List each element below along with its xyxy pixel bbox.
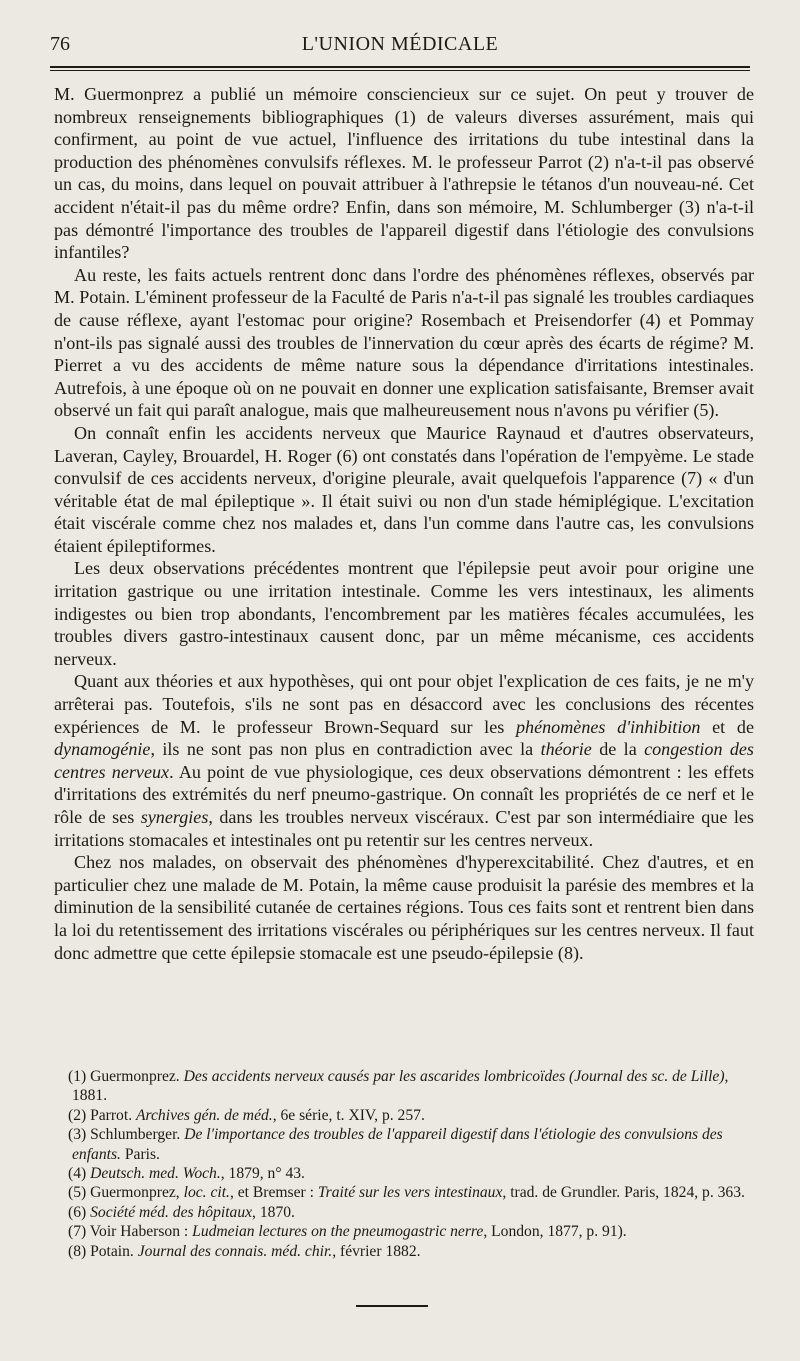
body-paragraph: Au reste, les faits actuels rentrent donc dans l'ordre des phénomènes réflexes, observés par M. Potain. L'éminent professeur de la Faculté de Paris n'a-t-il pas signalé les troubles cardiaques de cause réflexe, ayant l'estomac pour origine? Rosembach et Preisendorfer (4) et Pommay n'ont-ils pas signalé aussi des troubles de l'innervation du cœur après des écarts de régime? M. Pierret a vu des accidents de même nature sous la dépendance d'irritations intestinales. Autrefois, à une époque où on ne pouvait en donner une explication satisfaisante, Bremser avait observé un fait qui paraît analogue, mais que malheureusement nous n'avons pu vérifier (5).	[54, 264, 754, 421]
italic-text: Ludmeian lectures on the pneumogastric nerre	[192, 1223, 484, 1241]
footnote: (8) Potain. Journal des connais. méd. chir., février 1882.	[68, 1242, 421, 1260]
journal-title: L'UNION MÉDICALE	[301, 33, 499, 55]
footnotes	[54, 1067, 754, 1261]
italic-text: Traité sur les vers intestinaux	[317, 1184, 503, 1202]
page-number: 76	[50, 33, 70, 55]
page-header	[50, 33, 750, 59]
italic-text: synergies	[140, 807, 209, 827]
footnote: (2) Parrot. Archives gén. de méd., 6e série, t. XIV, p. 257.	[68, 1106, 425, 1124]
footnote: (3) Schlumberger. De l'importance des troubles de l'appareil digestif dans l'étiologie des convulsions des enfants. Paris.	[68, 1126, 723, 1163]
italic-text: dynamogénie	[54, 739, 151, 760]
italic-text: Société méd. des hôpitaux	[90, 1203, 253, 1221]
end-rule	[356, 1305, 428, 1307]
italic-text: Archives gén. de méd.	[136, 1106, 273, 1124]
italic-text: congestion des centres nerveux	[54, 739, 754, 782]
italic-text: théorie	[540, 739, 592, 760]
footnote: (4) Deutsch. med. Woch., 1879, n° 43.	[68, 1165, 305, 1183]
footnote: (1) Guermonprez. Des accidents nerveux causés par les ascarides lombricoïdes (Journal des sc. de Lille), 1881.	[68, 1068, 729, 1105]
body-paragraph: M. Guermonprez a publié un mémoire consciencieux sur ce sujet. On peut y trouver de nombreux renseignements bibliographiques (1) de valeurs diverses assurément, mais qui confirment, au point de vue actuel, l'influence des irritations du tube intestinal dans la production des phénomènes convulsifs réflexes. M. le professeur Parrot (2) n'a-t-il pas observé un cas, du moins, dans lequel on pouvait attribuer à l'athrepsie le tétanos d'un nouveau-né. Cet accident n'était-il pas du même ordre? Enfin, dans son mémoire, M. Schlumberger (3) n'a-t-il pas démontré l'importance des troubles de l'appareil digestif dans l'étiologie des convulsions infantiles?	[54, 84, 754, 263]
footnote: (6) Société méd. des hôpitaux, 1870.	[68, 1203, 295, 1221]
body-paragraph: On connaît enfin les accidents nerveux que Maurice Raynaud et d'autres observateurs, Laveran, Cayley, Brouardel, H. Roger (6) ont constatés dans l'opération de l'empyème. Le stade convulsif de ces accidents nerveux, d'origine pleurale, avait quelquefois l'apparence (7) « d'un véritable état de mal épileptique ». Il était suivi ou non d'un stade hémiplégique. L'excitation était viscérale comme chez nos malades et, dans l'un comme dans l'autre cas, les convulsions étaient épileptiformes.	[54, 422, 754, 556]
article-body	[54, 83, 754, 964]
italic-text: De l'importance des troubles de l'appareil digestif dans l'étiologie des convulsions des enfants.	[72, 1126, 723, 1163]
italic-text: Journal des connais. méd. chir.	[137, 1242, 333, 1260]
italic-text: Deutsch. med. Woch.	[90, 1165, 221, 1183]
header-rule-thin	[50, 70, 750, 71]
footnote: (5) Guermonprez, loc. cit., et Bremser : Traité sur les vers intestinaux, trad. de Grundler. Paris, 1824, p. 363.	[68, 1184, 745, 1202]
italic-text: loc. cit.	[183, 1184, 230, 1202]
footnote: (7) Voir Haberson : Ludmeian lectures on the pneumogastric nerre, London, 1877, p. 91).	[68, 1223, 627, 1241]
body-paragraph: Les deux observations précédentes montrent que l'épilepsie peut avoir pour origine une irritation gastrique ou une irritation intestinale. Comme les vers intestinaux, les aliments indigestes ou bien trop abondants, l'encombrement par les matières fécales accumulées, les troubles divers gastro-intestinaux causent donc, par un même mécanisme, ces accidents nerveux.	[54, 558, 754, 669]
italic-text: Des accidents nerveux causés par les ascarides lombricoïdes (Journal des sc. de Lille)	[183, 1068, 725, 1085]
body-paragraph: Chez nos malades, on observait des phénomènes d'hyperexcitabilité. Chez d'autres, et en particulier chez une malade de M. Potain, la même cause produisit la parésie des membres et la diminution de la sensibilité cutanée de certaines régions. Tous ces faits sont et rentrent bien dans la loi du retentissement des irritations viscérales ou périphériques sur les centres nerveux. Il faut donc admettre que cette épilepsie stomacale est une pseudo-épilepsie (8).	[54, 852, 754, 963]
italic-text: phénomènes d'inhibition	[516, 716, 701, 737]
body-paragraph: Quant aux théories et aux hypothèses, qui ont pour objet l'explication de ces faits, je ne m'y arrêterai pas. Toutefois, s'ils ne sont pas en désaccord avec les conclusions des récentes expériences de M. le professeur Brown-Sequard sur les phénomènes d'inhibition et de dynamogénie, ils ne sont pas non plus en contradiction avec la théorie de la congestion des centres nerveux. Au point de vue physiologique, ces deux observations démontrent : les effets d'irritations des extrémités du nerf pneumo-gastrique. On connaît les propriétés de ce nerf et le rôle de ses synergies, dans les troubles nerveux viscéraux. C'est par son intermédiaire que les irritations stomacales et intestinales ont pu retentir sur les centres nerveux.	[54, 671, 755, 850]
header-rule	[50, 66, 750, 68]
